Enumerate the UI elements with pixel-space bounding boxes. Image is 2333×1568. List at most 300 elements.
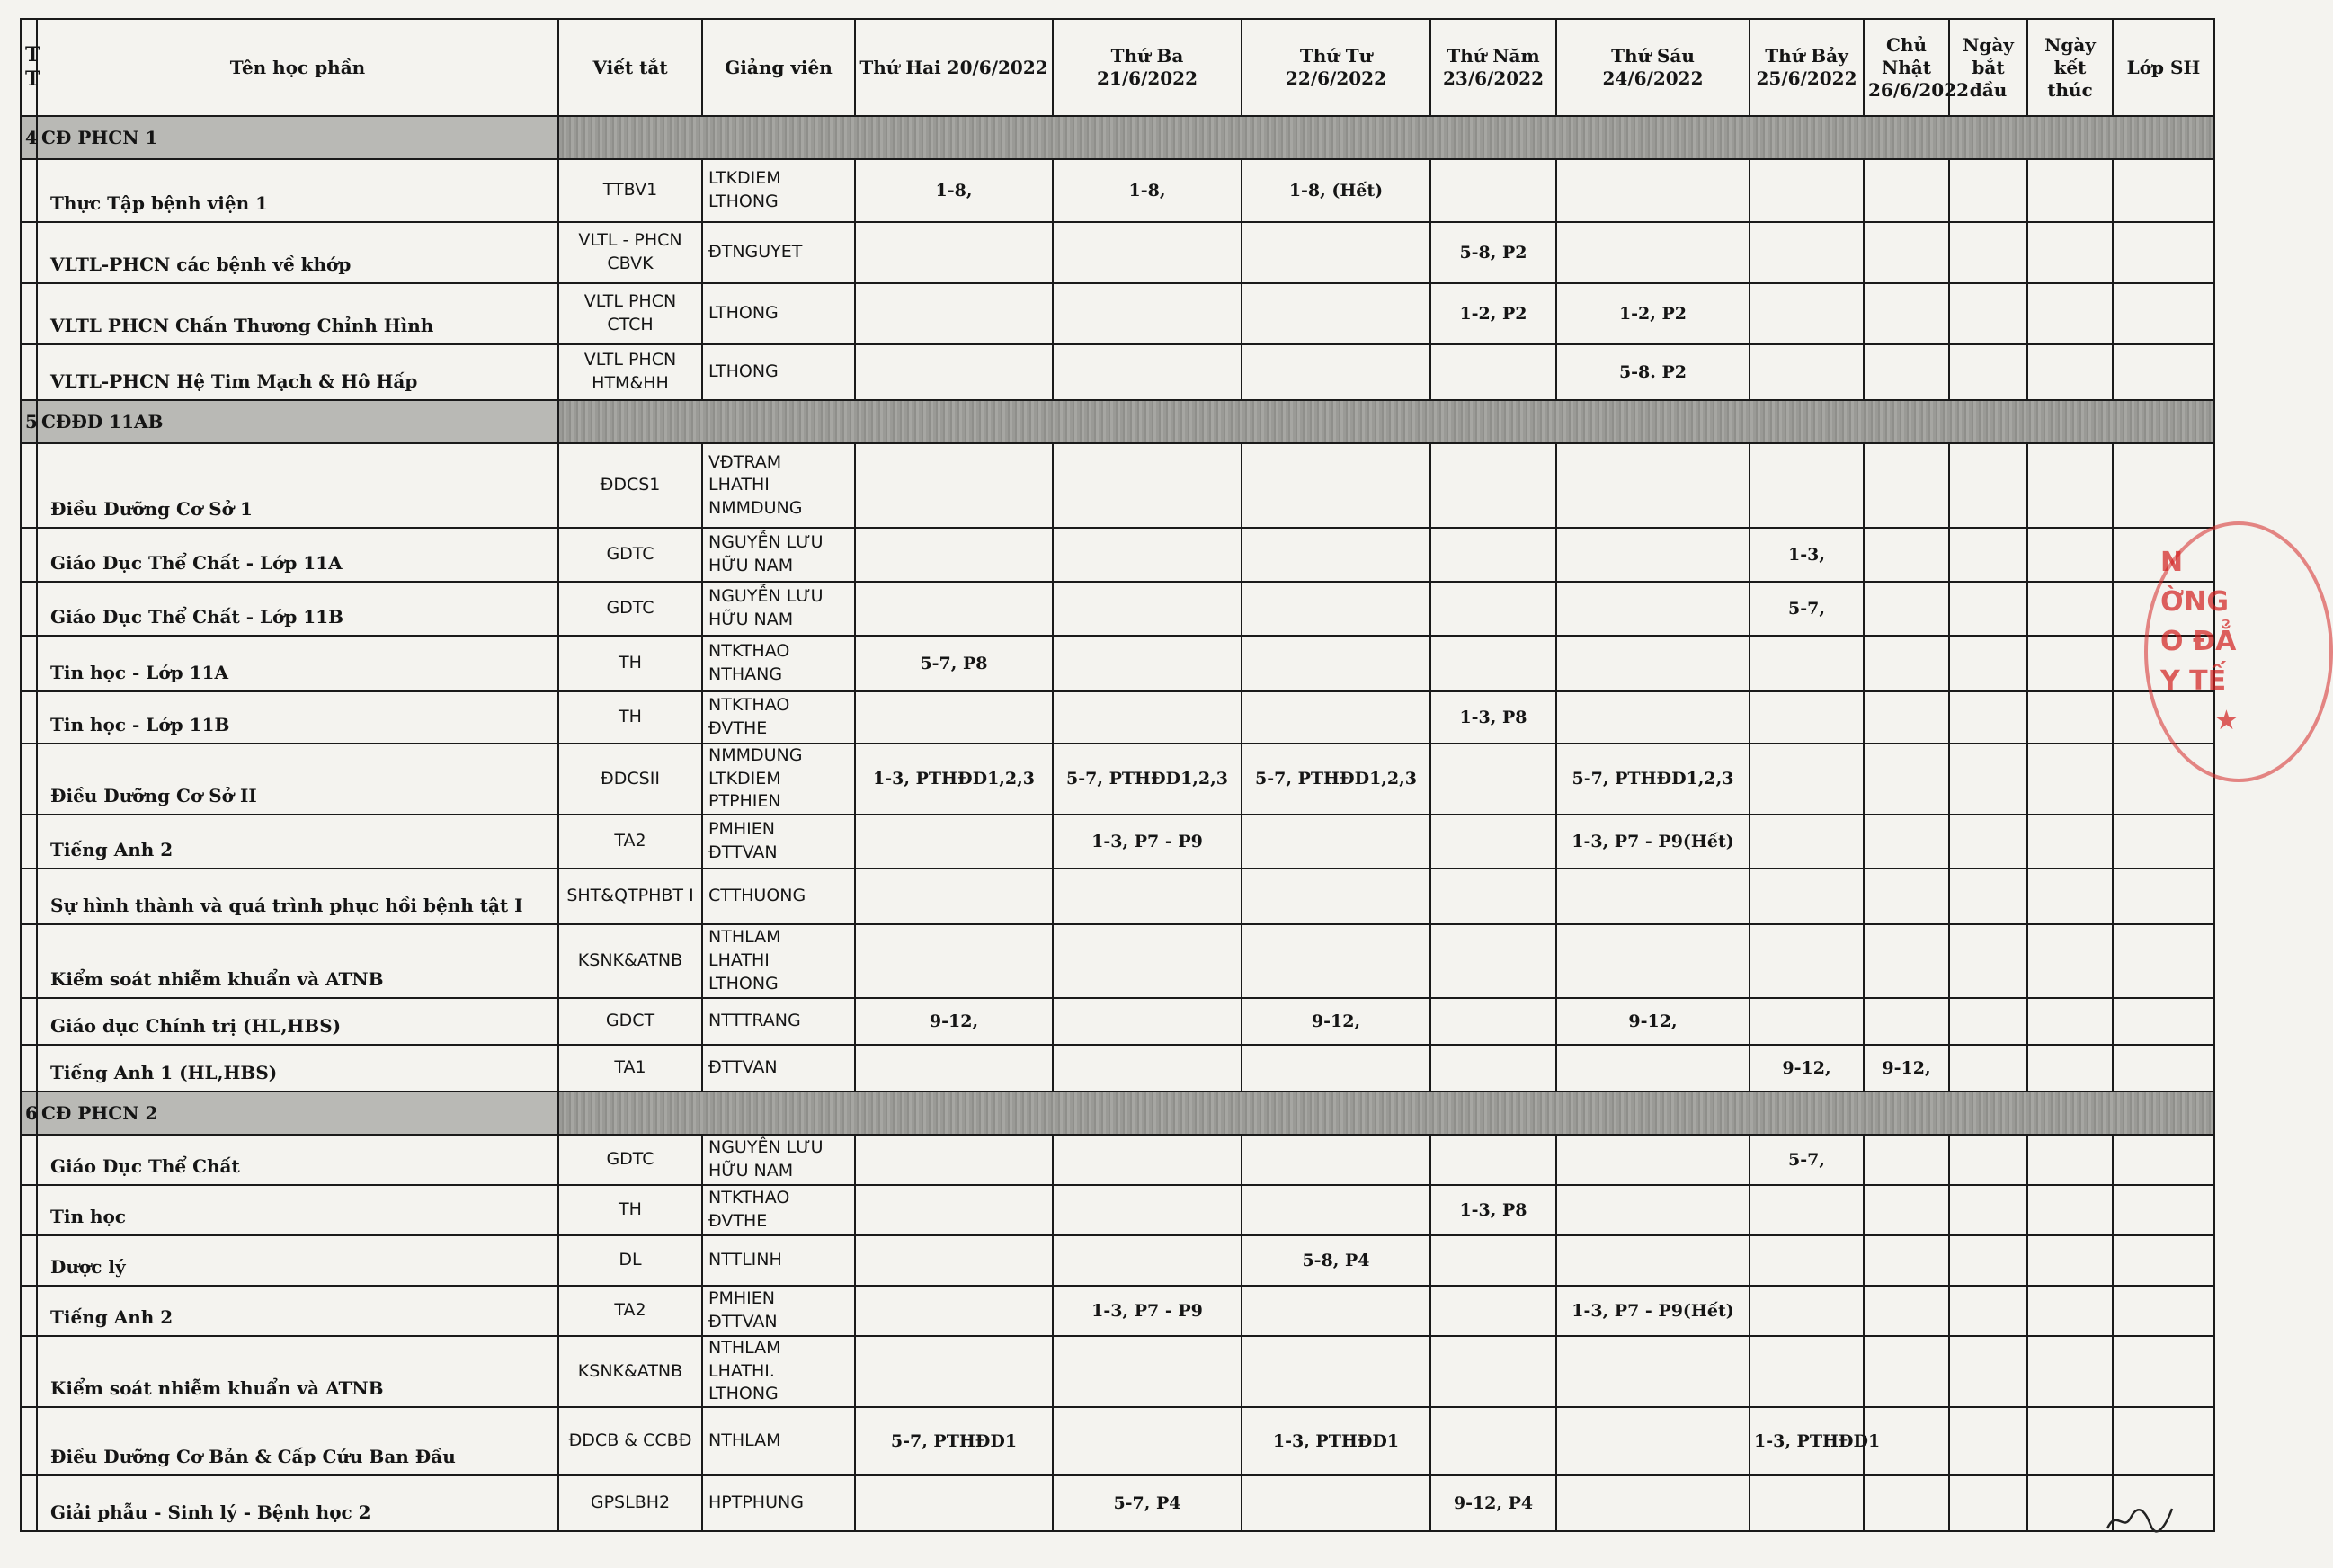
course-row [21, 582, 2214, 636]
course-lecturer: HPTPHUNG [702, 1475, 855, 1531]
section-band [558, 1091, 2214, 1135]
slot-ngay-bat-dau [1949, 222, 2027, 283]
course-name: VLTL-PHCN Hệ Tim Mạch & Hô Hấp [37, 344, 558, 400]
slot-ngay-bat-dau [1949, 636, 2027, 691]
slot-thu-bay [1750, 1235, 1864, 1286]
slot-lop-sh [2113, 998, 2214, 1045]
slot-thu-bay [1750, 283, 1864, 344]
course-abbr: TH [558, 691, 702, 744]
slot-thu-hai: 9-12, [855, 998, 1053, 1045]
course-abbr: GDTC [558, 1135, 702, 1185]
slot-thu-bay: 1-3, [1750, 528, 1864, 582]
slot-chu-nhat [1864, 815, 1949, 869]
course-name: Tin học [37, 1185, 558, 1235]
row-index-cell [21, 443, 37, 528]
slot-thu-bay [1750, 924, 1864, 998]
col-thu-nam: Thứ Năm 23/6/2022 [1430, 19, 1556, 116]
slot-thu-ba: 5-7, PTHĐD1,2,3 [1053, 744, 1242, 815]
slot-thu-nam [1430, 998, 1556, 1045]
slot-ngay-bat-dau [1949, 744, 2027, 815]
course-name: VLTL PHCN Chấn Thương Chỉnh Hình [37, 283, 558, 344]
course-abbr: GPSLBH2 [558, 1475, 702, 1531]
slot-thu-nam [1430, 1235, 1556, 1286]
course-lecturer: ĐTTVAN [702, 1045, 855, 1091]
slot-chu-nhat [1864, 1336, 1949, 1407]
slot-chu-nhat [1864, 582, 1949, 636]
col-ten-hoc-phan: Tên học phần [37, 19, 558, 116]
course-lecturer: NTHLAM [702, 1407, 855, 1475]
slot-thu-sau [1556, 1407, 1750, 1475]
slot-ngay-ket-thuc [2027, 1475, 2113, 1531]
row-index-cell [21, 869, 37, 924]
course-name: Kiểm soát nhiễm khuẩn và ATNB [37, 924, 558, 998]
slot-chu-nhat [1864, 1475, 1949, 1531]
slot-lop-sh [2113, 1185, 2214, 1235]
slot-lop-sh [2113, 344, 2214, 400]
course-abbr: VLTL - PHCN CBVK [558, 222, 702, 283]
slot-ngay-bat-dau [1949, 924, 2027, 998]
slot-lop-sh [2113, 1045, 2214, 1091]
row-index-cell [21, 1235, 37, 1286]
slot-thu-tu: 9-12, [1242, 998, 1430, 1045]
course-lecturer: NTTTRANG [702, 998, 855, 1045]
course-abbr: GDTC [558, 582, 702, 636]
slot-chu-nhat [1864, 283, 1949, 344]
slot-thu-ba [1053, 283, 1242, 344]
slot-thu-sau [1556, 691, 1750, 744]
slot-thu-bay [1750, 1475, 1864, 1531]
section-row [21, 400, 2214, 443]
slot-thu-nam [1430, 1407, 1556, 1475]
slot-thu-sau [1556, 1235, 1750, 1286]
slot-chu-nhat [1864, 869, 1949, 924]
slot-lop-sh [2113, 222, 2214, 283]
slot-thu-hai: 1-3, PTHĐD1,2,3 [855, 744, 1053, 815]
course-lecturer: NGUYỄN LƯU HỮU NAM [702, 582, 855, 636]
col-thu-sau: Thứ Sáu 24/6/2022 [1556, 19, 1750, 116]
slot-ngay-bat-dau [1949, 1336, 2027, 1407]
schedule-table [20, 18, 2215, 1532]
slot-ngay-bat-dau [1949, 443, 2027, 528]
slot-thu-hai: 1-8, [855, 159, 1053, 222]
slot-thu-sau [1556, 636, 1750, 691]
course-lecturer: NGUYỄN LƯU HỮU NAM [702, 1135, 855, 1185]
row-index-cell [21, 159, 37, 222]
slot-ngay-bat-dau [1949, 869, 2027, 924]
slot-thu-tu: 5-7, PTHĐD1,2,3 [1242, 744, 1430, 815]
schedule-sheet [20, 18, 2213, 1532]
slot-thu-ba: 1-3, P7 - P9 [1053, 815, 1242, 869]
course-lecturer: NTHLAM LHATHI LTHONG [702, 924, 855, 998]
row-index-cell [21, 924, 37, 998]
slot-thu-nam [1430, 1336, 1556, 1407]
slot-ngay-ket-thuc [2027, 283, 2113, 344]
slot-thu-hai: 5-7, P8 [855, 636, 1053, 691]
course-name: Giáo Dục Thể Chất - Lớp 11A [37, 528, 558, 582]
course-abbr: TA1 [558, 1045, 702, 1091]
slot-thu-ba: 5-7, P4 [1053, 1475, 1242, 1531]
slot-ngay-bat-dau [1949, 1135, 2027, 1185]
course-lecturer: VĐTRAM LHATHI NMMDUNG [702, 443, 855, 528]
slot-thu-tu [1242, 815, 1430, 869]
slot-thu-tu [1242, 691, 1430, 744]
stamp-line-4: Y TẾ [2160, 665, 2227, 697]
course-abbr: TA2 [558, 815, 702, 869]
col-ngay-ket-thuc: Ngày kết thúc [2027, 19, 2113, 116]
slot-thu-tu: 5-8, P4 [1242, 1235, 1430, 1286]
section-label: CĐĐD 11AB [37, 400, 558, 443]
slot-ngay-ket-thuc [2027, 869, 2113, 924]
slot-thu-hai [855, 1336, 1053, 1407]
slot-thu-nam [1430, 159, 1556, 222]
slot-ngay-bat-dau [1949, 344, 2027, 400]
course-abbr: SHT&QTPHBT I [558, 869, 702, 924]
slot-thu-nam [1430, 869, 1556, 924]
col-viet-tat: Viết tắt [558, 19, 702, 116]
slot-thu-sau [1556, 1475, 1750, 1531]
course-name: Giáo dục Chính trị (HL,HBS) [37, 998, 558, 1045]
course-lecturer: LTHONG [702, 283, 855, 344]
slot-thu-tu [1242, 1135, 1430, 1185]
slot-thu-nam: 9-12, P4 [1430, 1475, 1556, 1531]
slot-ngay-bat-dau [1949, 1407, 2027, 1475]
slot-ngay-bat-dau [1949, 815, 2027, 869]
course-row [21, 998, 2214, 1045]
slot-thu-sau: 9-12, [1556, 998, 1750, 1045]
course-lecturer: NGUYỄN LƯU HỮU NAM [702, 528, 855, 582]
slot-lop-sh [2113, 283, 2214, 344]
col-thu-bay: Thứ Bảy 25/6/2022 [1750, 19, 1864, 116]
slot-ngay-bat-dau [1949, 283, 2027, 344]
slot-thu-tu [1242, 869, 1430, 924]
row-index-cell [21, 744, 37, 815]
slot-ngay-bat-dau [1949, 528, 2027, 582]
slot-ngay-ket-thuc [2027, 1045, 2113, 1091]
slot-lop-sh [2113, 1407, 2214, 1475]
slot-thu-nam [1430, 744, 1556, 815]
course-abbr: ĐDCSII [558, 744, 702, 815]
slot-thu-nam [1430, 582, 1556, 636]
course-row [21, 869, 2214, 924]
slot-chu-nhat [1864, 528, 1949, 582]
slot-thu-tu [1242, 1336, 1430, 1407]
section-row [21, 1091, 2214, 1135]
course-row [21, 1045, 2214, 1091]
course-abbr: VLTL PHCN HTM&HH [558, 344, 702, 400]
slot-lop-sh [2113, 924, 2214, 998]
slot-thu-ba [1053, 636, 1242, 691]
course-name: Tiếng Anh 2 [37, 815, 558, 869]
course-row [21, 691, 2214, 744]
slot-thu-bay [1750, 1336, 1864, 1407]
course-row [21, 924, 2214, 998]
course-row [21, 1185, 2214, 1235]
slot-thu-tu [1242, 582, 1430, 636]
slot-thu-sau [1556, 582, 1750, 636]
course-abbr: ĐDCS1 [558, 443, 702, 528]
slot-ngay-ket-thuc [2027, 443, 2113, 528]
course-lecturer: NTHLAM LHATHI. LTHONG [702, 1336, 855, 1407]
slot-thu-ba [1053, 1185, 1242, 1235]
slot-ngay-ket-thuc [2027, 344, 2113, 400]
slot-thu-ba [1053, 924, 1242, 998]
col-ngay-bat-dau: Ngày bắt đầu [1949, 19, 2027, 116]
slot-ngay-ket-thuc [2027, 528, 2113, 582]
slot-thu-nam [1430, 443, 1556, 528]
slot-thu-ba [1053, 1407, 1242, 1475]
slot-thu-hai [855, 1045, 1053, 1091]
slot-chu-nhat [1864, 636, 1949, 691]
slot-chu-nhat [1864, 159, 1949, 222]
stamp-line-5: ★ [2214, 705, 2239, 736]
slot-thu-nam: 1-3, P8 [1430, 1185, 1556, 1235]
slot-thu-bay [1750, 344, 1864, 400]
slot-thu-tu: 1-3, PTHĐD1 [1242, 1407, 1430, 1475]
course-row [21, 815, 2214, 869]
slot-thu-hai [855, 1135, 1053, 1185]
slot-thu-tu [1242, 1045, 1430, 1091]
slot-thu-sau [1556, 1185, 1750, 1235]
slot-thu-ba [1053, 1235, 1242, 1286]
course-abbr: GDTC [558, 528, 702, 582]
course-row [21, 1235, 2214, 1286]
slot-thu-ba [1053, 528, 1242, 582]
course-abbr: KSNK&ATNB [558, 1336, 702, 1407]
slot-lop-sh [2113, 815, 2214, 869]
slot-thu-nam [1430, 1045, 1556, 1091]
slot-ngay-ket-thuc [2027, 998, 2113, 1045]
course-abbr: TH [558, 1185, 702, 1235]
slot-thu-hai: 5-7, PTHĐD1 [855, 1407, 1053, 1475]
slot-ngay-bat-dau [1949, 1286, 2027, 1336]
slot-ngay-ket-thuc [2027, 1235, 2113, 1286]
slot-thu-ba [1053, 1045, 1242, 1091]
slot-thu-tu [1242, 528, 1430, 582]
slot-thu-tu [1242, 443, 1430, 528]
section-number: 6 [21, 1091, 37, 1135]
slot-thu-nam: 1-2, P2 [1430, 283, 1556, 344]
course-lecturer: PMHIEN ĐTTVAN [702, 1286, 855, 1336]
slot-thu-sau [1556, 222, 1750, 283]
slot-thu-ba [1053, 1135, 1242, 1185]
slot-thu-ba [1053, 344, 1242, 400]
course-lecturer: PMHIEN ĐTTVAN [702, 815, 855, 869]
course-name: Giáo Dục Thể Chất [37, 1135, 558, 1185]
course-name: Tiếng Anh 2 [37, 1286, 558, 1336]
slot-thu-hai [855, 1235, 1053, 1286]
slot-thu-ba [1053, 869, 1242, 924]
slot-thu-tu [1242, 1185, 1430, 1235]
slot-chu-nhat [1864, 744, 1949, 815]
course-name: Giáo Dục Thể Chất - Lớp 11B [37, 582, 558, 636]
red-seal-stamp [2144, 521, 2333, 782]
slot-thu-tu [1242, 283, 1430, 344]
row-index-cell [21, 1135, 37, 1185]
slot-thu-hai [855, 222, 1053, 283]
col-tt: T T [21, 19, 37, 116]
section-number: 5 [21, 400, 37, 443]
slot-ngay-ket-thuc [2027, 1336, 2113, 1407]
course-lecturer: NTKTHAO ĐVTHE [702, 691, 855, 744]
slot-thu-nam [1430, 924, 1556, 998]
slot-thu-bay [1750, 998, 1864, 1045]
row-index-cell [21, 998, 37, 1045]
course-row [21, 443, 2214, 528]
slot-chu-nhat [1864, 222, 1949, 283]
slot-thu-ba: 1-3, P7 - P9 [1053, 1286, 1242, 1336]
slot-lop-sh [2113, 443, 2214, 528]
slot-thu-sau: 5-8. P2 [1556, 344, 1750, 400]
slot-thu-tu: 1-8, (Hết) [1242, 159, 1430, 222]
slot-thu-tu [1242, 1286, 1430, 1336]
slot-chu-nhat [1864, 1235, 1949, 1286]
slot-chu-nhat [1864, 998, 1949, 1045]
course-row [21, 283, 2214, 344]
slot-thu-tu [1242, 344, 1430, 400]
slot-thu-ba: 1-8, [1053, 159, 1242, 222]
course-lecturer: NTTLINH [702, 1235, 855, 1286]
row-index-cell [21, 1407, 37, 1475]
slot-thu-nam: 1-3, P8 [1430, 691, 1556, 744]
course-name: Điều Dưỡng Cơ Sở 1 [37, 443, 558, 528]
schedule-body [21, 116, 2214, 1531]
course-name: Thực Tập bệnh viện 1 [37, 159, 558, 222]
signature-mark [2104, 1501, 2176, 1537]
slot-chu-nhat [1864, 1185, 1949, 1235]
slot-thu-ba [1053, 222, 1242, 283]
slot-thu-hai [855, 869, 1053, 924]
slot-thu-nam [1430, 815, 1556, 869]
slot-ngay-ket-thuc [2027, 582, 2113, 636]
slot-thu-hai [855, 1185, 1053, 1235]
slot-ngay-bat-dau [1949, 691, 2027, 744]
slot-thu-ba [1053, 443, 1242, 528]
slot-thu-ba [1053, 1336, 1242, 1407]
course-name: Dược lý [37, 1235, 558, 1286]
section-band [558, 400, 2214, 443]
section-label: CĐ PHCN 1 [37, 116, 558, 159]
course-name: VLTL-PHCN các bệnh về khớp [37, 222, 558, 283]
slot-lop-sh [2113, 1336, 2214, 1407]
slot-thu-hai [855, 344, 1053, 400]
col-giang-vien: Giảng viên [702, 19, 855, 116]
slot-chu-nhat [1864, 344, 1949, 400]
stamp-line-1: N [2160, 547, 2184, 578]
slot-thu-tu [1242, 924, 1430, 998]
slot-thu-sau [1556, 924, 1750, 998]
slot-ngay-bat-dau [1949, 1185, 2027, 1235]
section-number: 4 [21, 116, 37, 159]
row-index-cell [21, 815, 37, 869]
slot-thu-ba [1053, 998, 1242, 1045]
slot-chu-nhat [1864, 443, 1949, 528]
slot-thu-nam [1430, 1135, 1556, 1185]
col-thu-hai: Thứ Hai 20/6/2022 [855, 19, 1053, 116]
course-row [21, 222, 2214, 283]
course-row [21, 1407, 2214, 1475]
row-index-cell [21, 283, 37, 344]
slot-thu-bay [1750, 443, 1864, 528]
slot-thu-ba [1053, 691, 1242, 744]
slot-ngay-ket-thuc [2027, 744, 2113, 815]
slot-ngay-ket-thuc [2027, 1185, 2113, 1235]
slot-thu-ba [1053, 582, 1242, 636]
slot-thu-nam [1430, 636, 1556, 691]
row-index-cell [21, 636, 37, 691]
slot-chu-nhat [1864, 691, 1949, 744]
course-row [21, 1135, 2214, 1185]
section-band [558, 116, 2214, 159]
course-row [21, 744, 2214, 815]
slot-ngay-bat-dau [1949, 998, 2027, 1045]
course-abbr: TH [558, 636, 702, 691]
slot-thu-sau [1556, 1336, 1750, 1407]
course-row [21, 159, 2214, 222]
course-row [21, 344, 2214, 400]
course-row [21, 528, 2214, 582]
slot-thu-sau [1556, 869, 1750, 924]
slot-thu-bay [1750, 869, 1864, 924]
course-abbr: VLTL PHCN CTCH [558, 283, 702, 344]
slot-ngay-bat-dau [1949, 1235, 2027, 1286]
slot-thu-hai [855, 924, 1053, 998]
slot-thu-nam [1430, 528, 1556, 582]
slot-thu-bay [1750, 744, 1864, 815]
slot-lop-sh [2113, 159, 2214, 222]
slot-ngay-ket-thuc [2027, 691, 2113, 744]
row-index-cell [21, 1045, 37, 1091]
slot-ngay-ket-thuc [2027, 636, 2113, 691]
row-index-cell [21, 1185, 37, 1235]
slot-thu-sau [1556, 1045, 1750, 1091]
slot-ngay-ket-thuc [2027, 924, 2113, 998]
slot-thu-bay [1750, 815, 1864, 869]
row-index-cell [21, 1286, 37, 1336]
slot-thu-tu [1242, 222, 1430, 283]
slot-chu-nhat [1864, 1286, 1949, 1336]
slot-thu-bay [1750, 222, 1864, 283]
course-lecturer: NTKTHAO ĐVTHE [702, 1185, 855, 1235]
section-label: CĐ PHCN 2 [37, 1091, 558, 1135]
course-row [21, 1475, 2214, 1531]
slot-ngay-ket-thuc [2027, 815, 2113, 869]
section-row [21, 116, 2214, 159]
slot-thu-bay [1750, 159, 1864, 222]
slot-thu-hai [855, 815, 1053, 869]
slot-lop-sh [2113, 1286, 2214, 1336]
slot-thu-sau: 1-3, P7 - P9(Hết) [1556, 1286, 1750, 1336]
slot-thu-bay [1750, 636, 1864, 691]
slot-ngay-ket-thuc [2027, 159, 2113, 222]
slot-ngay-bat-dau [1949, 159, 2027, 222]
course-abbr: GDCT [558, 998, 702, 1045]
slot-thu-sau [1556, 159, 1750, 222]
row-index-cell [21, 1336, 37, 1407]
slot-ngay-ket-thuc [2027, 1407, 2113, 1475]
slot-thu-sau: 1-2, P2 [1556, 283, 1750, 344]
slot-thu-bay: 5-7, [1750, 1135, 1864, 1185]
slot-thu-nam: 5-8, P2 [1430, 222, 1556, 283]
slot-ngay-ket-thuc [2027, 222, 2113, 283]
slot-thu-bay [1750, 691, 1864, 744]
slot-lop-sh [2113, 869, 2214, 924]
slot-ngay-ket-thuc [2027, 1135, 2113, 1185]
row-index-cell [21, 528, 37, 582]
course-name: Tin học - Lớp 11A [37, 636, 558, 691]
slot-thu-sau [1556, 443, 1750, 528]
row-index-cell [21, 222, 37, 283]
slot-chu-nhat [1864, 1135, 1949, 1185]
